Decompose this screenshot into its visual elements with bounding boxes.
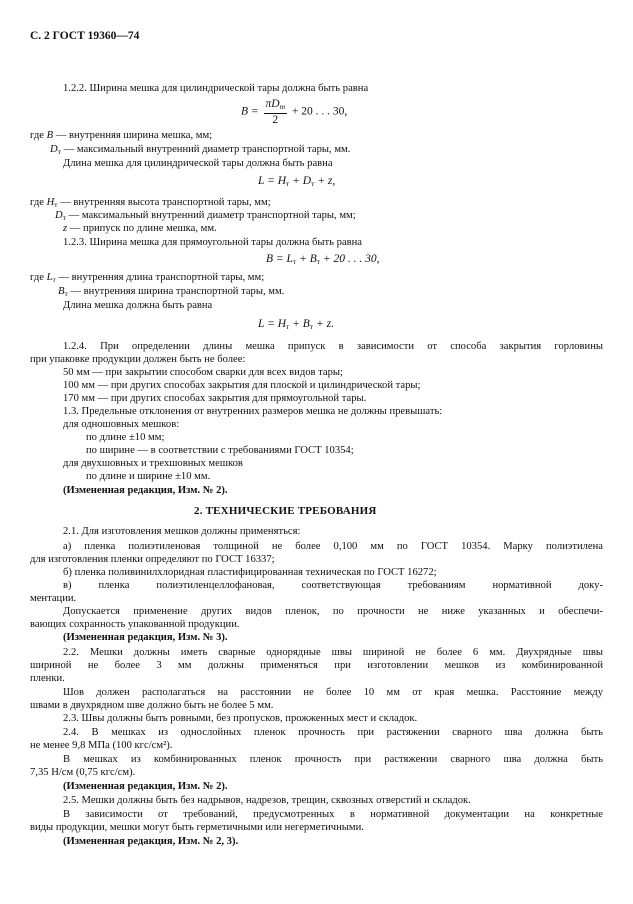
clause-1-2-3: 1.2.3. Ширина мешка для прямоугольной тары должна быть равна: [63, 237, 362, 248]
clause-2-3: 2.3. Швы должны быть ровными, без пропусков, прожженных мест и складок.: [63, 713, 418, 724]
definition-line: $D_т$ — максимальный внутренний диаметр транспортной тары, мм.: [50, 144, 351, 156]
paragraph-continuation: пленки.: [30, 673, 65, 684]
formula-fraction: [264, 98, 288, 126]
paragraph: В мешках из комбинированных пленок прочность при растяжении сварного шва должна быть: [63, 754, 603, 765]
list-item: по длине ±10 мм;: [86, 432, 165, 443]
clause-2-1-c: в) пленка полиэтиленцеллофановая, соответствующая требованиям нормативной доку-: [63, 580, 603, 591]
paragraph-continuation: виды продукции, мешки могут быть герметичными или негерметичными.: [30, 822, 364, 833]
clause-1-2-2: 1.2.2. Ширина мешка для цилиндрической тары должна быть равна: [63, 83, 369, 94]
clause-2-1-a: а) пленка полиэтиленовая толщиной не более 0,100 мм по ГОСТ 10354. Марку полиэтилена: [63, 541, 603, 552]
list-item: 50 мм — при закрытии способом сварки для всех видов тары;: [63, 367, 343, 378]
paragraph-continuation: 7,35 Н/см (0,75 кгс/см).: [30, 767, 136, 778]
paragraph-continuation: при упаковке продукции должен быть не более:: [30, 354, 246, 365]
formula-width-rectangular: $B = L_т + B_т + 20$ . . . 30,: [266, 253, 380, 266]
formula-lhs: B =: [241, 105, 259, 118]
list-item: 100 мм — при других способах закрытия для плоской и цилиндрической тары;: [63, 380, 421, 391]
fraction-denominator: 2: [272, 114, 279, 126]
list-item: по длине и ширине ±10 мм.: [86, 471, 211, 482]
paragraph: Длина мешка должна быть равна: [63, 300, 213, 311]
list-heading: для одношовных мешков:: [63, 419, 180, 430]
edition-note: (Измененная редакция, Изм. № 2).: [63, 781, 228, 792]
formula-rhs: + 20 . . . 30,: [291, 105, 348, 118]
definition-line: z — припуск по длине мешка, мм.: [63, 223, 217, 234]
formula-length-cylindrical: $L = H_т + D_т + z$,: [258, 175, 336, 188]
paragraph: Длина мешка для цилиндрической тары должна быть равна: [63, 158, 333, 169]
edition-note: (Измененная редакция, Изм. № 2, 3).: [63, 836, 239, 847]
list-item: по ширине — в соответствии с требованиями ГОСТ 10354;: [86, 445, 354, 456]
clause-2-1: 2.1. Для изготовления мешков должны применяться:: [63, 526, 301, 537]
fraction-numerator: πD: [265, 98, 280, 110]
formula-width-cylindrical: [241, 98, 347, 126]
definition-line: где B — внутренняя ширина мешка, мм;: [30, 130, 213, 141]
paragraph-continuation: ментации.: [30, 593, 77, 604]
paragraph-continuation: не менее 9,8 МПа (100 кгс/см²).: [30, 740, 173, 751]
list-item: 170 мм — при других способах закрытия для прямоугольной тары.: [63, 393, 367, 404]
definition-line: где $H_т$ — внутренняя высота транспортной тары, мм;: [30, 197, 271, 209]
paragraph: Допускается применение других видов пленок, по прочности не ниже указанных и обеспечи-: [63, 606, 603, 617]
section-title: 2. ТЕХНИЧЕСКИЕ ТРЕБОВАНИЯ: [194, 505, 377, 517]
list-heading: для двухшовных и трехшовных мешков: [63, 458, 243, 469]
paragraph-continuation: вающих сохранность упакованной продукции.: [30, 619, 240, 630]
clause-1-2-4: 1.2.4. При определении длины мешка припуск в зависимости от способа закрытия горловины: [63, 341, 603, 352]
numerator-subscript: т: [279, 102, 286, 111]
clause-2-4: 2.4. В мешках из однослойных пленок прочность при растяжении сварного шва должна быть: [63, 727, 603, 738]
edition-note: (Измененная редакция, Изм. № 3).: [63, 632, 228, 643]
paragraph-continuation: шириной не более 3 мм должны применяться при изготовлении мешков из комбинированной: [30, 660, 603, 671]
formula-length-rectangular: $L = H_т + B_т + z$.: [258, 318, 334, 331]
paragraph: Шов должен располагаться на расстоянии не более 10 мм от края мешка. Расстояние между: [63, 687, 603, 698]
paragraph-continuation: швами в двухрядном шве должно быть не более 5 мм.: [30, 700, 274, 711]
definition-line: $D_т$ — максимальный внутренний диаметр транспортной тары, мм;: [55, 210, 356, 222]
definition-line: $B_т$ — внутренняя ширина транспортной тары, мм.: [58, 286, 285, 298]
clause-2-1-b: б) пленка поливинилхлоридная пластифицированная техническая по ГОСТ 16272;: [63, 567, 437, 578]
edition-note: (Измененная редакция, Изм. № 2).: [63, 485, 228, 496]
clause-1-3: 1.3. Предельные отклонения от внутренних размеров мешка не должны превышать:: [63, 406, 443, 417]
clause-2-5: 2.5. Мешки должны быть без надрывов, надрезов, трещин, сквозных отверстий и складок.: [63, 795, 471, 806]
page-header: С. 2 ГОСТ 19360—74: [30, 30, 140, 42]
clause-2-2: 2.2. Мешки должны иметь сварные однорядные швы шириной не более 6 мм. Двухрядные швы: [63, 647, 603, 658]
paragraph-continuation: для изготовления пленки определяют по ГОСТ 16337;: [30, 554, 275, 565]
paragraph: В зависимости от требований, предусмотренных в нормативной документации на конкретные: [63, 809, 603, 820]
definition-line: где $L_т$ — внутренняя длина транспортной тары, мм;: [30, 272, 265, 284]
